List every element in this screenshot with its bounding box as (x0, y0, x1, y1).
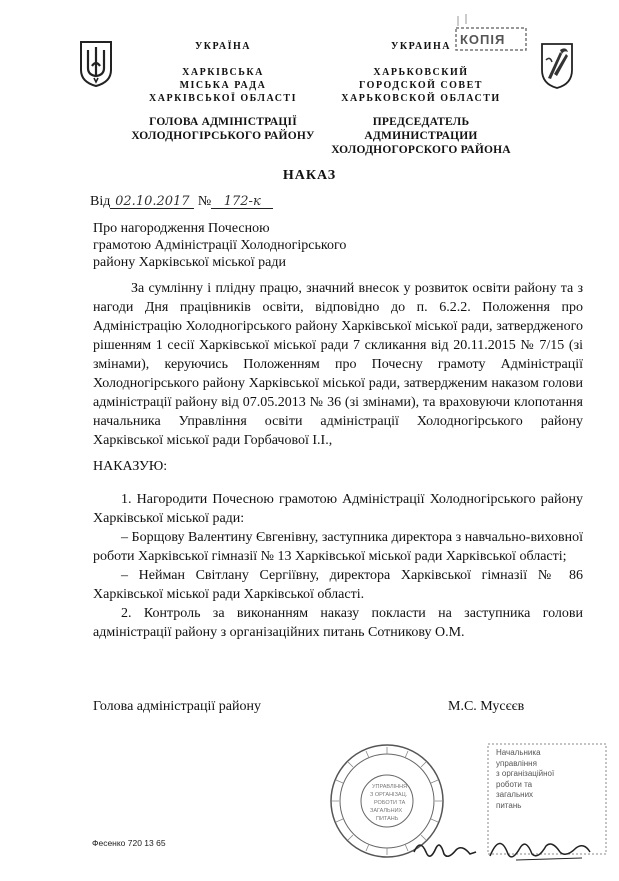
svg-text:РОБОТИ ТА: РОБОТИ ТА (374, 800, 406, 806)
svg-text:ПИТАНЬ: ПИТАНЬ (376, 816, 399, 822)
handwritten-signature-2-icon (486, 828, 596, 868)
item-1-a: – Борщову Валентину Євгенівну, заступника директора з навчально-виховної роботи Харківської гімназії № 13 Харківської міської ради Харківської області; (93, 530, 583, 564)
subject-line2: грамотою Адміністрації Холодногірського (93, 238, 347, 253)
header-left (118, 40, 328, 143)
stamp-line6: питань (496, 800, 522, 810)
item-2: 2. Контроль за виконанням наказу покласти на заступника голови адміністрації району з організаційних питань Сотникову О.М. (93, 606, 583, 640)
svg-text:З ОРГАНІЗАЦ.: З ОРГАНІЗАЦ. (370, 792, 408, 798)
header-admin-ua-line1: ГОЛОВА АДМІНІСТРАЦІЇ (149, 116, 297, 128)
stamp-line3: з організаційної (496, 769, 555, 778)
header-country-ua: УКРАЇНА (194, 41, 252, 52)
handwritten-signature-icon (410, 832, 480, 866)
order-word: НАКАЗУЮ: (93, 459, 168, 474)
trident-emblem-icon (77, 38, 115, 88)
document-title: НАКАЗ (282, 168, 337, 183)
header-right (316, 40, 526, 157)
stamp-text (496, 748, 554, 811)
number-field (211, 194, 273, 209)
svg-text:ЗАГАЛЬНИХ: ЗАГАЛЬНИХ (370, 808, 403, 814)
number-value: 172-к (223, 194, 261, 209)
number-prefix: № (197, 194, 212, 209)
date-prefix: Від (90, 194, 111, 209)
header-org-ru-line1: ХАРЬКОВСКИЙ (373, 67, 469, 78)
header-org-ua-line3: ХАРКІВСЬКОЇ ОБЛАСТІ (149, 93, 297, 104)
header-admin-ru-line1: ПРЕДСЕДАТЕЛЬ АДМИНИСТРАЦИИ (364, 116, 478, 142)
item-1-b: – Нейман Світлану Сергіївну, директора Харківської гімназії № 86 Харківської міської ради Харківської області. (93, 568, 583, 602)
header-country-ru: УКРАИНА (391, 41, 451, 52)
signature-name: М.С. Мусєєв (448, 699, 525, 714)
date-field (110, 194, 194, 209)
subject-line1: Про нагородження Почесною (93, 221, 270, 236)
stamp-line4: роботи та (496, 779, 533, 789)
header-org-ru-line2: ГОРОДСКОЙ СОВЕТ (359, 80, 483, 91)
copy-stamp (450, 12, 530, 56)
header-org-ua-line1: ХАРКІВСЬКА (182, 67, 264, 78)
stamp-line1: Начальника (496, 748, 541, 757)
preamble-paragraph: За сумлінну і плідну працю, значний внесок у розвиток освіти району та з нагоди Дня працівників освіти, відповідно до п. 6.2.2. Положення про Адміністрацію Холодногірського району Харківської міської ради, затвердженого рішенням 1 сесії Харківської міської ради 7 скликання від 20.11.2015 № 7/15 (зі змінами), керуючись Положенням про Почесну грамоту Адміністрації Холодногірського району Харківської міської ради, затвердженим наказом голови адміністрації району від 07.05.2013 № 36 (зі змінами), та враховуючи клопотання начальника Управління освіти адміністрації Холодногірського району Харківської міської ради Горбачової І.І., (93, 281, 583, 448)
document-subject (93, 220, 346, 271)
date-value: 02.10.2017 (115, 194, 190, 209)
kharkiv-city-arms-icon (538, 40, 576, 90)
header-org-ua-line2: МІСЬКА РАДА (179, 80, 267, 91)
header-admin-ru-line2: ХОЛОДНОГОРСКОГО РАЙОНА (331, 144, 511, 156)
item-1: 1. Нагородити Почесною грамотою Адміністрації Холодногірського району Харківської міської ради: (93, 492, 583, 526)
date-number-line (90, 194, 273, 210)
signature-title: Голова адміністрації району (93, 699, 261, 714)
subject-line3: району Харківської міської ради (93, 255, 286, 270)
stamp-line5: загальних (496, 790, 534, 799)
order-items (93, 490, 583, 642)
copy-stamp-text: КОПІЯ (460, 32, 506, 47)
svg-text:УПРАВЛІННЯ: УПРАВЛІННЯ (372, 784, 408, 790)
stamp-line2: управління (496, 758, 537, 768)
header-admin-ua-line2: ХОЛОДНОГІРСЬКОГО РАЙОНУ (131, 130, 315, 142)
header-org-ru-line3: ХАРЬКОВСКОЙ ОБЛАСТИ (341, 93, 501, 104)
footer-executor-code: Фесенко 720 13 65 (92, 838, 166, 848)
